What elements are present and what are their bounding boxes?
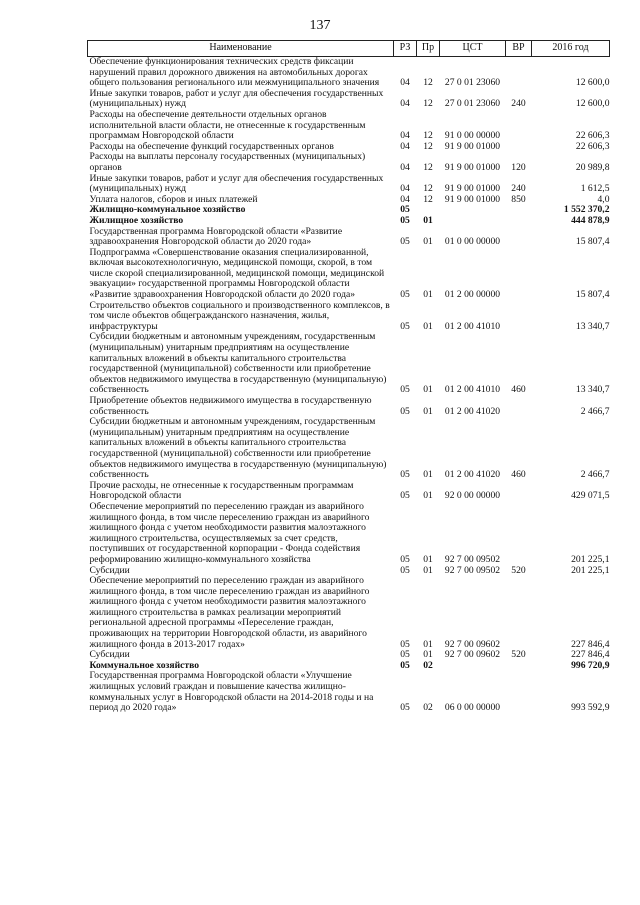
row-name: Прочие расходы, не отнесенные к государственным программам Новгородской области bbox=[89, 479, 354, 502]
row-vr bbox=[506, 110, 532, 142]
row-cst: 06 0 00 00000 bbox=[444, 702, 501, 714]
row-pr: 01 bbox=[423, 469, 433, 481]
row-sum: 13 340,7 bbox=[575, 384, 610, 396]
row-vr bbox=[506, 248, 532, 301]
row-rz: 04 bbox=[400, 130, 410, 142]
row-rz: 05 bbox=[400, 702, 410, 714]
row-name: Субсидии bbox=[89, 649, 130, 661]
row-sum: 4,0 bbox=[597, 193, 610, 205]
table-row bbox=[88, 89, 610, 110]
table-row bbox=[88, 481, 610, 502]
row-sum: 13 340,7 bbox=[575, 320, 610, 332]
row-rz: 05 bbox=[400, 649, 410, 661]
row-rz: 05 bbox=[400, 553, 410, 565]
row-cst: 01 2 00 41010 bbox=[444, 320, 501, 332]
row-rz: 05 bbox=[400, 490, 410, 502]
row-cst: 92 0 00 00000 bbox=[444, 490, 501, 502]
row-rz: 05 bbox=[400, 384, 410, 396]
table-row bbox=[88, 502, 610, 566]
row-sum: 22 606,3 bbox=[575, 140, 610, 152]
row-pr: 01 bbox=[423, 649, 433, 661]
row-cst: 91 9 00 01000 bbox=[444, 161, 501, 173]
table-row bbox=[88, 396, 610, 417]
row-vr: 240 bbox=[511, 98, 526, 110]
row-cst: 01 2 00 41020 bbox=[444, 469, 501, 481]
header-cst: ЦСТ bbox=[440, 41, 506, 57]
row-rz: 05 bbox=[400, 659, 410, 671]
row-rz: 05 bbox=[400, 638, 410, 650]
row-vr: 520 bbox=[511, 649, 526, 661]
row-cst: 27 0 01 23060 bbox=[444, 77, 501, 89]
row-vr bbox=[506, 502, 532, 566]
row-pr: 01 bbox=[423, 384, 433, 396]
table-row bbox=[88, 110, 610, 142]
row-pr: 12 bbox=[423, 140, 433, 152]
row-vr bbox=[506, 661, 532, 672]
row-name: Обеспечение функционирования технических средств фиксации нарушений правил дорожного движения на автомобильных дорогах общего пользования регионального или межмуниципального значения bbox=[89, 56, 380, 89]
row-rz: 05 bbox=[400, 564, 410, 576]
row-cst bbox=[440, 205, 506, 216]
row-rz: 05 bbox=[400, 236, 410, 248]
row-vr bbox=[506, 396, 532, 417]
table-row bbox=[88, 248, 610, 301]
row-sum: 1 552 370,2 bbox=[563, 204, 610, 216]
row-name: Уплата налогов, сборов и иных платежей bbox=[89, 193, 258, 205]
row-pr: 01 bbox=[423, 553, 433, 565]
row-sum: 201 225,1 bbox=[571, 553, 610, 565]
page-number: 137 bbox=[309, 18, 331, 33]
row-sum: 227 846,4 bbox=[571, 638, 610, 650]
row-sum: 12 600,0 bbox=[575, 98, 610, 110]
row-cst: 92 7 00 09502 bbox=[444, 564, 501, 576]
row-name: Государственная программа Новгородской области «Улучшение жилищных условий граждан и повышение качества жилищно-коммунальных услуг в Новгородской области на 2014-2018 годы и на период до 2020 года» bbox=[89, 670, 374, 714]
row-rz: 04 bbox=[400, 183, 410, 195]
row-pr: 01 bbox=[423, 289, 433, 301]
row-pr: 12 bbox=[423, 161, 433, 173]
row-pr: 12 bbox=[423, 77, 433, 89]
row-cst: 92 7 00 09602 bbox=[444, 638, 501, 650]
row-sum: 15 807,4 bbox=[575, 236, 610, 248]
header-pr: Пр bbox=[417, 41, 440, 57]
row-vr bbox=[506, 301, 532, 333]
row-vr: 520 bbox=[511, 564, 526, 576]
row-cst: 91 9 00 01000 bbox=[444, 193, 501, 205]
row-pr: 01 bbox=[423, 638, 433, 650]
row-cst: 92 7 00 09602 bbox=[444, 649, 501, 661]
row-name: Субсидии бюджетным и автономным учреждениям, государственным (муниципальным) унитарным предприятиям на осуществление капитальных вложений в объекты капитального строительства государственной (муниципальной) собственности или приобретение объектов недвижимого имущества в государственную (муниципальную) собственность bbox=[89, 416, 387, 481]
row-vr bbox=[506, 671, 532, 713]
row-name: Приобретение объектов недвижимого имущества в государственную собственность bbox=[89, 395, 372, 417]
row-name: Обеспечение мероприятий по переселению граждан из аварийного жилищного фонда, в том числе переселению граждан из аварийного жилищного фонда с учетом необходимости развития малоэтажного жилищного строительства в рамках реализации мероприятий региональной адресной программы «Переселение граждан, проживающих на территории Новгородской области, из аварийного жилищного фонда в 2013-2017 годах» bbox=[89, 575, 370, 650]
row-sum: 20 989,8 bbox=[575, 161, 610, 173]
row-pr: 12 bbox=[423, 193, 433, 205]
row-sum: 996 720,9 bbox=[571, 659, 610, 671]
row-name: Государственная программа Новгородской области «Развитие здравоохранения Новгородской области до 2020 года» bbox=[89, 225, 343, 248]
row-name: Жилищно-коммунальное хозяйство bbox=[89, 204, 246, 216]
row-sum: 2 466,7 bbox=[580, 469, 610, 481]
row-cst: 01 2 00 41020 bbox=[444, 405, 501, 417]
row-cst: 91 9 00 01000 bbox=[444, 183, 501, 195]
row-name: Коммунальное хозяйство bbox=[89, 659, 199, 671]
row-name: Расходы на обеспечение деятельности отдельных органов исполнительной власти области, не отнесенные к государственным программам Новгородской области bbox=[89, 108, 366, 142]
row-pr: 12 bbox=[423, 98, 433, 110]
row-rz: 05 bbox=[400, 320, 410, 332]
row-name: Субсидии bbox=[89, 564, 130, 576]
row-rz: 04 bbox=[400, 77, 410, 89]
row-cst: 01 0 00 00000 bbox=[444, 236, 501, 248]
row-name: Расходы на обеспечение функций государственных органов bbox=[89, 140, 334, 152]
row-vr bbox=[506, 142, 532, 153]
row-pr: 01 bbox=[423, 320, 433, 332]
row-vr bbox=[506, 216, 532, 227]
row-pr: 01 bbox=[423, 564, 433, 576]
row-vr: 850 bbox=[511, 193, 526, 205]
row-pr: 01 bbox=[423, 214, 433, 226]
row-pr: 02 bbox=[423, 659, 433, 671]
row-pr: 02 bbox=[423, 702, 433, 714]
row-rz: 04 bbox=[400, 140, 410, 152]
row-cst: 01 2 00 00000 bbox=[444, 289, 501, 301]
row-vr: 120 bbox=[511, 161, 526, 173]
row-vr bbox=[506, 57, 532, 89]
row-sum: 444 878,9 bbox=[571, 214, 610, 226]
row-cst: 01 2 00 41010 bbox=[444, 384, 501, 396]
row-cst: 27 0 01 23060 bbox=[444, 98, 501, 110]
row-pr: 12 bbox=[423, 130, 433, 142]
row-sum: 22 606,3 bbox=[575, 130, 610, 142]
table-row bbox=[88, 301, 610, 333]
budget-table bbox=[87, 40, 610, 714]
row-cst bbox=[440, 661, 506, 672]
row-rz: 05 bbox=[400, 405, 410, 417]
row-name: Иные закупки товаров, работ и услуг для обеспечения государственных (муниципальных) нужд bbox=[89, 172, 384, 195]
row-pr: 01 bbox=[423, 490, 433, 502]
row-sum: 201 225,1 bbox=[571, 564, 610, 576]
row-cst bbox=[440, 216, 506, 227]
table-row bbox=[88, 57, 610, 89]
row-name: Строительство объектов социального и производственного комплексов, в том числе объектов общегражданского назначения, жилья, инфраструктуры bbox=[89, 299, 390, 332]
row-name: Жилищное хозяйство bbox=[89, 214, 184, 226]
row-rz: 05 bbox=[400, 469, 410, 481]
row-cst: 91 9 00 01000 bbox=[444, 140, 501, 152]
row-sum: 12 600,0 bbox=[575, 77, 610, 89]
table-header-row bbox=[88, 41, 610, 57]
row-pr: 01 bbox=[423, 236, 433, 248]
table-row bbox=[88, 417, 610, 481]
table-row bbox=[88, 671, 610, 713]
table-row bbox=[88, 332, 610, 396]
row-pr: 12 bbox=[423, 183, 433, 195]
row-vr bbox=[506, 481, 532, 502]
row-vr: 460 bbox=[511, 384, 526, 396]
row-rz: 04 bbox=[400, 193, 410, 205]
table-row bbox=[88, 174, 610, 195]
row-vr bbox=[506, 227, 532, 248]
row-rz: 04 bbox=[400, 161, 410, 173]
row-name: Иные закупки товаров, работ и услуг для обеспечения государственных (муниципальных) нужд bbox=[89, 87, 384, 110]
row-name: Субсидии бюджетным и автономным учреждениям, государственным (муниципальным) унитарным предприятиям на осуществление капитальных вложений в объекты капитального строительства государственной (муниципальной) собственности или приобретение объектов недвижимого имущества в государственную (муниципальную) собственность bbox=[89, 331, 387, 396]
row-vr bbox=[506, 205, 532, 216]
row-rz: 05 bbox=[400, 289, 410, 301]
row-vr: 240 bbox=[511, 183, 526, 195]
row-sum: 1 612,5 bbox=[580, 183, 610, 195]
row-rz: 05 bbox=[400, 214, 410, 226]
header-rz: РЗ bbox=[394, 41, 417, 57]
table-row bbox=[88, 216, 610, 227]
row-cst: 91 0 00 00000 bbox=[444, 130, 501, 142]
row-sum: 429 071,5 bbox=[571, 490, 610, 502]
table-row bbox=[88, 576, 610, 650]
row-name: Обеспечение мероприятий по переселению граждан из аварийного жилищного фонда, в том числе переселению граждан из аварийного жилищного фонда с учетом необходимости развития малоэтажного жилищного строительства, осуществляемых за счет средств, поступивших от государственной корпорации - Фонда содействия реформированию жилищно-коммунального хозяйства bbox=[89, 500, 370, 565]
header-sum: 2016 год bbox=[532, 41, 610, 57]
row-rz: 04 bbox=[400, 98, 410, 110]
table-row bbox=[88, 227, 610, 248]
row-sum: 993 592,9 bbox=[571, 702, 610, 714]
header-vr: ВР bbox=[506, 41, 532, 57]
row-rz: 05 bbox=[400, 204, 410, 216]
header-name: Наименование bbox=[88, 41, 394, 57]
row-cst: 92 7 00 09502 bbox=[444, 553, 501, 565]
row-name: Подпрограмма «Совершенствование оказания специализированной, включая высокотехнологичную, медицинской помощи, скорой, в том числе скорой специализированной, медицинской помощи, медицинской эвакуации» государственной программы Новгородской области «Развитие здравоохранения Новгородской области до 2020 года» bbox=[89, 246, 385, 301]
row-sum: 227 846,4 bbox=[571, 649, 610, 661]
row-vr bbox=[506, 576, 532, 650]
row-pr: 01 bbox=[423, 405, 433, 417]
row-name: Расходы на выплаты персоналу государственных (муниципальных) органов bbox=[89, 151, 366, 173]
row-sum: 2 466,7 bbox=[580, 405, 610, 417]
row-vr: 460 bbox=[511, 469, 526, 481]
table-row bbox=[88, 152, 610, 173]
row-sum: 15 807,4 bbox=[575, 289, 610, 301]
